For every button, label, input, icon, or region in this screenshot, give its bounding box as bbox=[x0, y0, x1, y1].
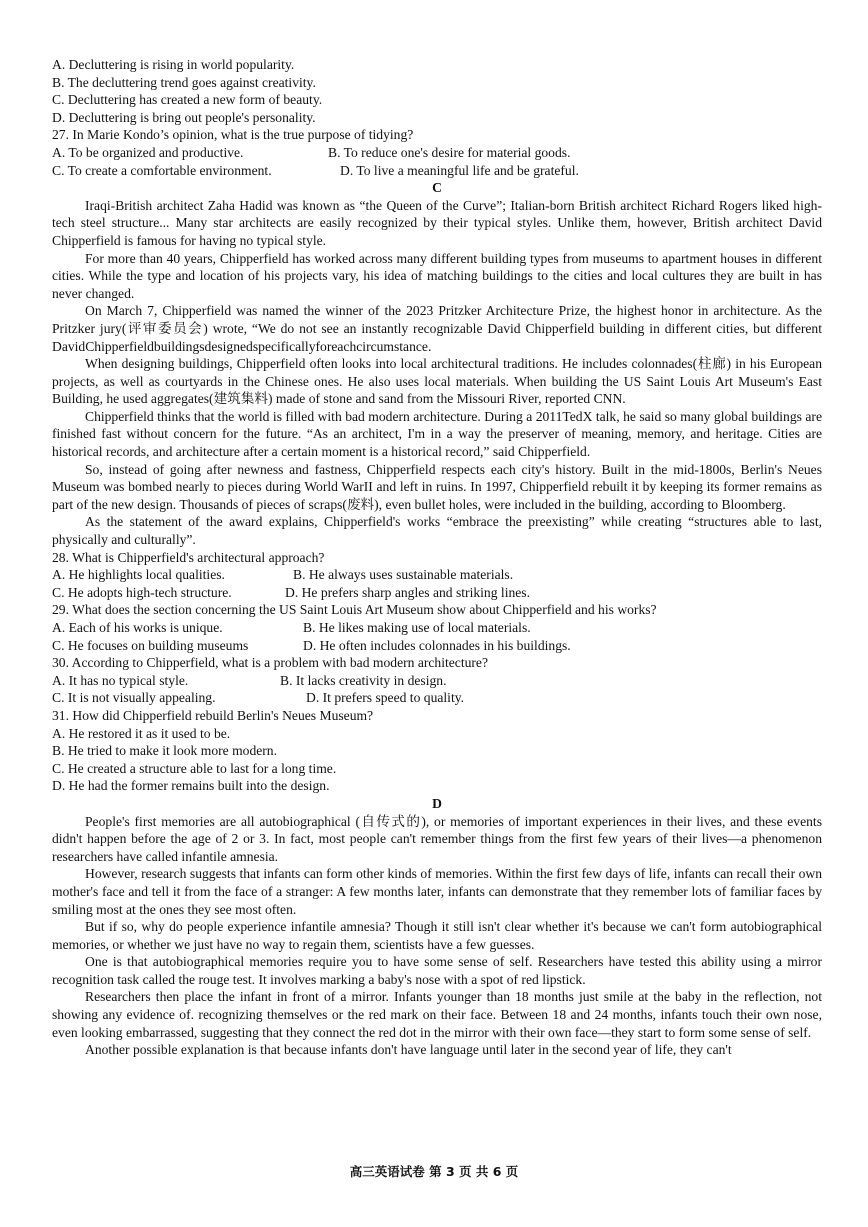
q31-option-c: C. He created a structure able to last for a long time. bbox=[52, 760, 337, 776]
section-d-paragraph-5: Researchers then place the infant in front of a mirror. Infants younger than 18 months just smile at the baby in the reflection, not showing any evidence of. recognizing themselves or the red mark on their face. Between 18 and 24 months, infants touch their own nose, even looking embarrassed, suggesting that they connect the red dot in the mirror with their own face—they start to form some sense of self. bbox=[52, 989, 822, 1040]
q26-option-b: B. The decluttering trend goes against creativity. bbox=[52, 74, 316, 90]
section-c-paragraph-1: Iraqi-British architect Zaha Hadid was known as “the Queen of the Curve”; Italian-born British architect Richard Rogers liked high-tech steel structure... Many star architects are easily recognized by their typical styles. Unlike them, however, British architect David Chipperfield is famous for having no typical style. bbox=[52, 197, 822, 248]
q30-option-a: A. It has no typical style. bbox=[52, 672, 189, 688]
q27-option-a: A. To be organized and productive. bbox=[52, 144, 244, 160]
section-d-paragraph-6: Another possible explanation is that because infants don't have language until later in the second year of life, they can't bbox=[85, 1042, 732, 1058]
section-d-paragraph-2: However, research suggests that infants can form other kinds of memories. Within the first few days of life, infants can recall their own mother's face and tell it from the face of a stranger: A few months later, infants can demonstrate that they remember lots of familiar faces by smiling most at the ones they see most often. bbox=[52, 866, 822, 917]
q29-option-d: D. He often includes colonnades in his buildings. bbox=[303, 637, 571, 653]
section-d-paragraph-4: One is that autobiographical memories require you to have some sense of self. Researchers have tested this ability using a mirror recognition task called the rouge test. It involves marking a baby's nose with a spot of red lipstick. bbox=[52, 954, 822, 987]
q29-option-c: C. He focuses on building museums bbox=[52, 637, 249, 653]
q28-option-b: B. He always uses sustainable materials. bbox=[293, 567, 514, 583]
q31-option-a: A. He restored it as it used to be. bbox=[52, 725, 231, 741]
q28-question: 28. What is Chipperfield's architectural approach? bbox=[52, 549, 325, 565]
q28-options-row-2 bbox=[52, 584, 822, 602]
q30-option-d: D. It prefers speed to quality. bbox=[306, 690, 465, 706]
section-d-heading: D bbox=[432, 795, 442, 811]
section-d-paragraph-1: People's first memories are all autobiographical (自传式的), or memories of important experiences in their lives, and these events didn't happen before the age of 2 or 3. In fact, most people can't remember things from the first few years of their lives—a phenomenon researchers have called infantile amnesia. bbox=[52, 813, 822, 864]
section-c-paragraph-4: When designing buildings, Chipperfield often looks into local architectural traditions. He includes colonnades(柱廊) in his European projects, as well as courtyards in the Chinese ones. He also uses local materials. When building the US Saint Louis Art Museum's East Building, he used aggregates(建筑集料) made of stone and sand from the Missouri River, reported CNN. bbox=[52, 356, 822, 407]
q27-options-row-1 bbox=[52, 144, 822, 162]
q28-option-a: A. He highlights local qualities. bbox=[52, 567, 225, 583]
q27-option-b: B. To reduce one's desire for material goods. bbox=[328, 144, 571, 160]
q27-option-c: C. To create a comfortable environment. bbox=[52, 162, 272, 178]
q28-options-row-1 bbox=[52, 566, 822, 584]
q29-option-a: A. Each of his works is unique. bbox=[52, 620, 223, 635]
section-c-paragraph-2: For more than 40 years, Chipperfield has worked across many different building types from museums to apartment houses in different cities. While the type and location of his projects vary, his idea of matching buildings to the cities and local cultures they are built in has never changed. bbox=[52, 250, 822, 301]
q29-question: 29. What does the section concerning the US Saint Louis Art Museum show about Chipperfield and his works? bbox=[52, 602, 657, 618]
section-c-paragraph-6: So, instead of going after newness and fastness, Chipperfield respects each city's history. Built in the mid-1800s, Berlin's Neues Museum was bombed nearly to pieces during World WarII and left in ruins. In 1997, Chipperfield rebuilt it by keeping its former remains as part of the new design. Thousands of pieces of scraps(废料), even bullet holes, were included in the building, according to Bloomberg. bbox=[52, 461, 822, 512]
section-c-paragraph-5: Chipperfield thinks that the world is filled with bad modern architecture. During a 2011TedX talk, he said so many global buildings are finished fast without concern for the future. “As an architect, I'm in a way the preserver of meaning, memory, and heritage. Cities are historical records, and architecture after a certain moment is a historical record,” said Chipperfield. bbox=[52, 408, 822, 460]
q29-option-b: B. He likes making use of local materials. bbox=[303, 620, 531, 635]
q30-option-c: C. It is not visually appealing. bbox=[52, 690, 216, 706]
q30-question: 30. According to Chipperfield, what is a problem with bad modern architecture? bbox=[52, 655, 489, 671]
exam-page bbox=[52, 56, 822, 1059]
q28-option-c: C. He adopts high-tech structure. bbox=[52, 584, 232, 600]
q29-options-row-1 bbox=[52, 619, 822, 637]
page-footer: 高三英语试卷 第 3 页 共 6 页 bbox=[349, 1164, 519, 1179]
q26-option-a: A. Decluttering is rising in world popularity. bbox=[52, 57, 295, 72]
q27-question: 27. In Marie Kondo’s opinion, what is the true purpose of tidying? bbox=[52, 127, 414, 143]
section-c-paragraph-7: As the statement of the award explains, Chipperfield's works “embrace the preexisting” while creating “structures able to last, physically and culturally”. bbox=[52, 514, 822, 548]
q28-option-d: D. He prefers sharp angles and striking lines. bbox=[285, 584, 530, 600]
q27-options-row-2 bbox=[52, 162, 822, 180]
q31-question: 31. How did Chipperfield rebuild Berlin's Neues Museum? bbox=[52, 707, 374, 723]
q31-option-b: B. He tried to make it look more modern. bbox=[52, 743, 278, 759]
q31-option-d: D. He had the former remains built into the design. bbox=[52, 778, 330, 794]
section-c-paragraph-3: On March 7, Chipperfield was named the winner of the 2023 Pritzker Architecture Prize, the highest honor in architecture. As the Pritzker jury(评审委员会) wrote, “We do not see an instantly recognizable David Chipperfield building in different cities, but different DavidChipperfieldbuildingsdesignedspecificallyforeachcircumstance. bbox=[52, 303, 822, 354]
q29-options-row-2 bbox=[52, 637, 822, 655]
q26-option-d: D. Decluttering is bring out people's personality. bbox=[52, 109, 316, 125]
section-c-heading: C bbox=[432, 180, 442, 196]
q26-option-c: C. Decluttering has created a new form of beauty. bbox=[52, 92, 323, 108]
q30-options-row-2 bbox=[52, 689, 822, 707]
q30-option-b: B. It lacks creativity in design. bbox=[280, 672, 447, 688]
q30-options-row-1 bbox=[52, 672, 822, 690]
section-d-paragraph-3: But if so, why do people experience infantile amnesia? Though it still isn't clear whether it's because we can't form autobiographical memories, or whether we just have no way to regain them, scientists have a few guesses. bbox=[52, 919, 822, 952]
q27-option-d: D. To live a meaningful life and be grateful. bbox=[340, 162, 579, 178]
